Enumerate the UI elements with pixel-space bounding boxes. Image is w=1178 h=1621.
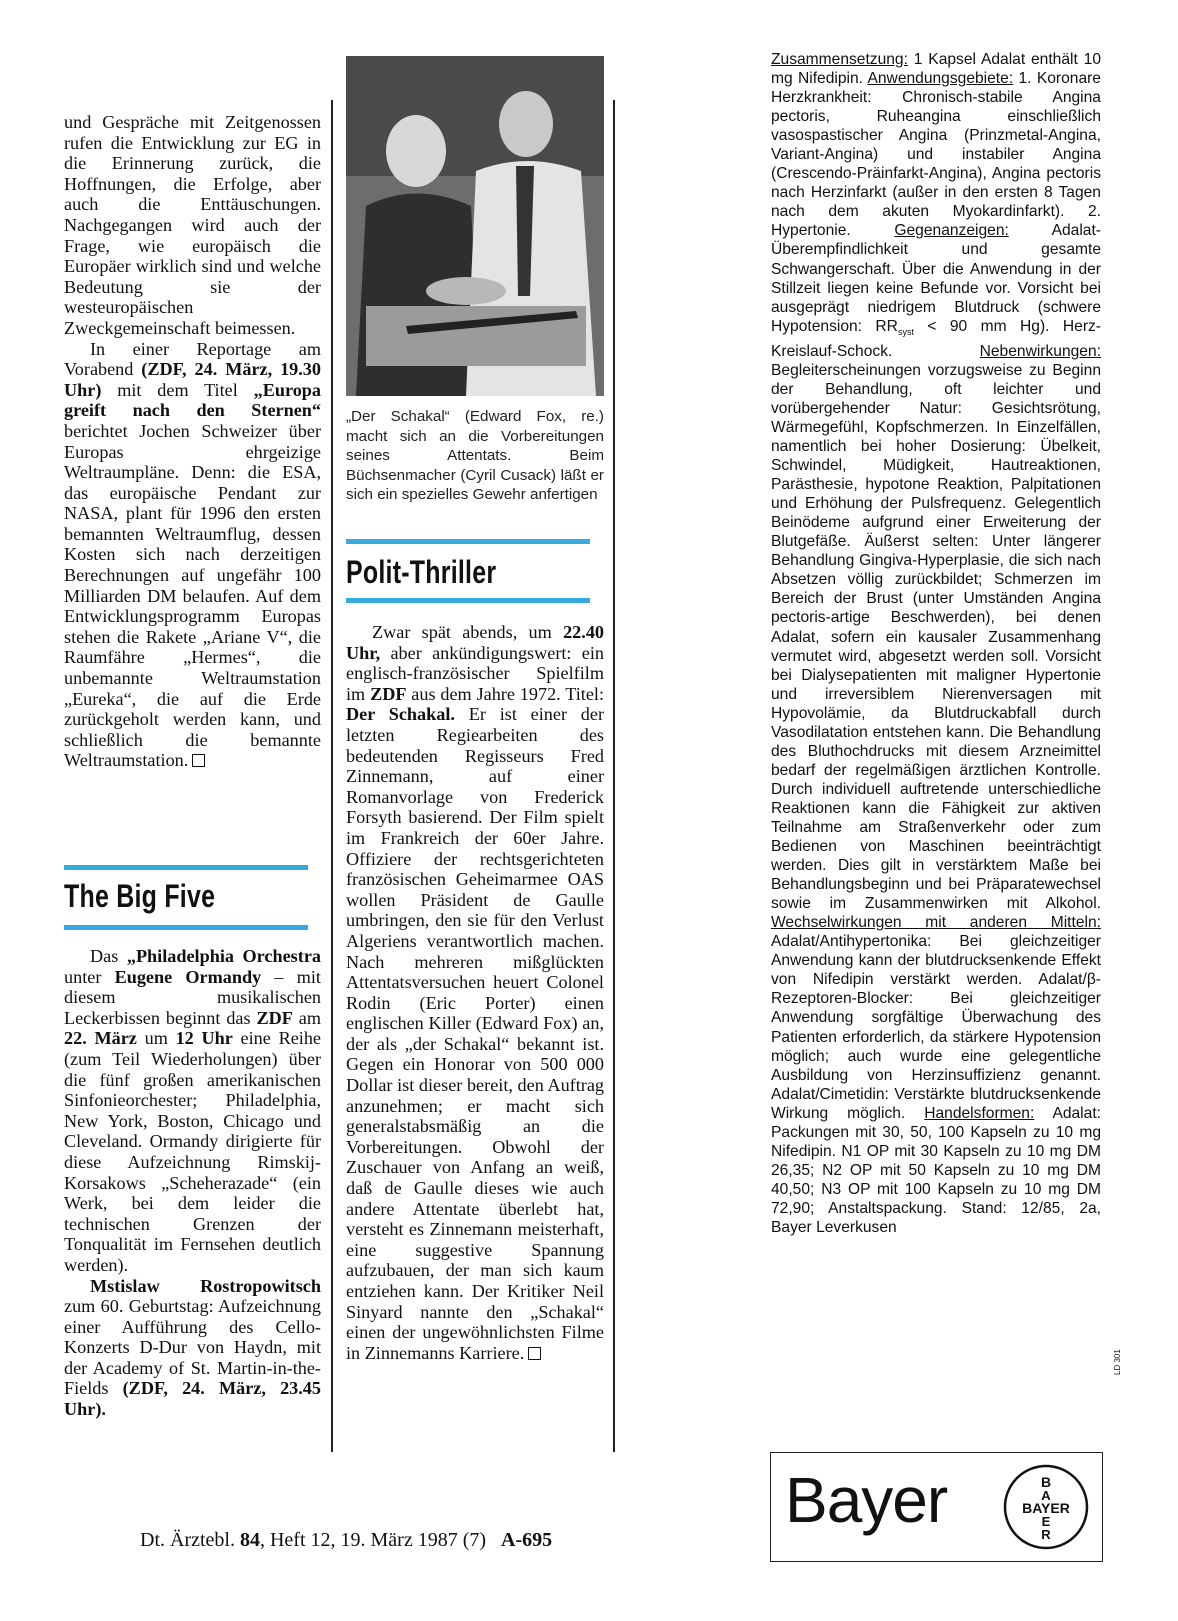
drug-information-text [771,50,1101,1237]
paragraph: Zwar spät abends, um 22.40 Uhr, aber ankündigungswert: ein englisch-französischer Spielfilm im ZDF aus dem Jahre 1972. Titel: Der Schakal. Er ist einer der letzten Regiearbeiten des bedeutenden Regisseurs Fred Zinnemann, auf einer Romanvorlage von Frederick Forsyth basierend. Der Film spielt im Frankreich der 60er Jahre. Offiziere der rechtsgerichteten französischen Geheimarmee OAS wollen Präsident de Gaulle umbringen, den sie für den Verlust Algeriens verantwortlich machen. Nach mehreren mißglückten Attentatsversuchen heuert Colonel Rodin (Eric Porter) einen englischen Killer (Edward Fox) an, der als „der Schakal“ bekannt ist. Gegen ein Honorar von 500 000 Dollar ist dieser bereit, den Auftrag anzunehmen; er macht sich generalstabsmäßig an die Vorbereitungen. Obwohl der Zuschauer von Anfang an weiß, daß de Gaulle dieses wie auch andere Attentate überlebt hat, versteht es Zinnemann meisterhaft, eine suggestive Spannung aufzubauen, der man sich kaum entziehen kann. Der Kritiker Neil Sinyard nannte den „Schakal“ einen der ungewöhnlichsten Filme in Zinnemanns Karriere. [346,622,605,1363]
paragraph: In einer Reportage am Vorabend (ZDF, 24. März, 19.30 Uhr) mit dem Titel „Europa greift nach den Sternen“ berichtet Jochen Schweizer über Europas ehrgeizige Weltraumpläne. Denn: die ESA, das europäische Pendant zur NASA, plant für 1996 den ersten bemannten Weltraumflug, dessen Kosten sich nach derzeitigen Berechnungen auf ungefähr 100 Milliarden DM belaufen. Auf dem Entwicklungsprogramm Europas stehen die Rakete „Ariane V“, die Raumfähre „Hermes“, die unbemannte Weltraumstation „Eureka“, die auf die Erde zurückgeholt werden kann, und schließlich die bemannte Weltraumstation. [64,338,321,771]
column-left-lower [64,946,321,1420]
bayer-wordmark: Bayer [785,1464,948,1536]
column-middle [346,622,604,1363]
page-footer: Dt. Ärztebl. 84, Heft 12, 19. März 1987 (7) A-695 [140,1529,553,1551]
column-divider [331,100,333,1452]
column-divider [613,100,615,1452]
bayer-cross-letter: A [1041,1488,1051,1503]
section-heading-big-five: The Big Five [64,878,216,914]
paragraph: Zusammensetzung: 1 Kapsel Adalat enthält 10 mg Nifedipin. Anwendungsgebiete: 1. Koronare Herzkrankheit: Chronisch-stabile Angina pectoris, Ruheangina einschließlich vasospastischer Angina (Prinzmetal-Angina, Variant-Angina) und instabiler Angina (Crescendo-Präinfarkt-Angina), Angina pectoris nach Herzinfarkt (außer in den ersten 8 Tagen nach dem akuten Myokardinfarkt). 2. Hypertonie. Gegenanzeigen: Adalat-Überempfindlichkeit und gesamte Schwangerschaft. Über die Anwendung in der Stillzeit liegen keine Befunde vor. Vorsicht bei ausgeprägt niedrigem Blutdruck (schwere Hypotension: $RR_{syst} < 90$ mm Hg). Herz-Kreislauf-Schock. Nebenwirkungen: Begleiterscheinungen vorzugsweise zu Beginn der Behandlung, oft leichter und vorübergehender Natur: Gesichtsrötung, Wärmegefühl, Kopfschmerzen. In Einzelfällen, namentlich bei hoher Dosierung: Übelkeit, Schwindel, Müdigkeit, Hautreaktionen, Parästhesie, hypotone Reaktion, Palpitationen und Erhöhung der Pulsfrequenz. Gelegentlich Beinödeme aufgrund einer Erweiterung der Blutgefäße. Äußerst selten: Unter längerer Behandlung Gingiva-Hyperplasie, die sich nach Absetzen völlig zurückbildet; Schmerzen im Bereich der Brust (unter Umständen Angina pectoris-artige Beschwerden), bei denen Adalat, sofern ein kausaler Zusammenhang vermutet wird, abgesetzt werden soll. Vorsicht bei Dialysepatienten mit maligner Hypertonie und irreversiblem Nierenversagen mit Hypovolämie, da Blutdruckabfall durch Vasodilatation entstehen kann. Die Behandlung des Bluthochdrucks mit diesem Arzneimittel bedarf der regelmäßigen ärztlichen Kontrolle. Durch individuell auftretende unterschiedliche Reaktionen kann die Fähigkeit zur aktiven Teilnahme am Straßenverkehr oder zum Bedienen von Maschinen beeinträchtigt werden. Dies gilt in verstärktem Maße bei Behandlungsbeginn und bei Präparatewechsel sowie im Zusammenwirken mit Alkohol. Wechselwirkungen mit anderen Mitteln: Adalat/Antihypertonika: Bei gleichzeitiger Anwendung kann der blutdrucksenkende Effekt von Nifedipin verstärkt werden. Adalat/β-Rezeptoren-Blocker: Bei gleichzeitiger Anwendung sorgfältige Überwachung des Patienten erforderlich, da stärkere Hypotension möglich; auch wurde eine gelegentliche Ausbildung von Herzinsuffizienz genannt. Adalat/Cimetidin: Verstärkte blutdrucksenkende Wirkung möglich. Handelsformen: Adalat: Packungen mit 30, 50, 100 Kapseln zu 10 mg Nifedipin. N1 OP mit 30 Kapseln zu 10 mg DM 26,35; N2 OP mit 50 Kapseln zu 10 mg DM 40,50; N3 OP mit 100 Kapseln zu 10 mg DM 72,90; Anstaltspackung. Stand: 12/85, 2a, Bayer Leverkusen [771,51,1102,1236]
end-mark-icon [192,754,205,767]
section-rule [346,539,590,544]
bayer-cross-letter: E [1041,1514,1051,1529]
section-rule [346,598,590,603]
end-mark-icon [528,1347,541,1360]
column-left [64,112,321,771]
paragraph: Mstislaw Rostropowitsch zum 60. Geburtstag: Aufzeichnung einer Aufführung des Cello-Konzerts D-Dur von Haydn, mit der Academy of St. Martin-in-the-Fields (ZDF, 24. März, 23.45 Uhr). [64,1275,321,1420]
film-still-photo [346,56,604,396]
paragraph: Das „Philadelphia Orchestra unter Eugene Ormandy – mit diesem musikalischen Leckerbissen beginnt das ZDF am 22. März um 12 Uhr eine Reihe (zum Teil Wiederholungen) über die fünf großen amerikanischen Sinfonieorchester; Philadelphia, New York, Boston, Chicago und Cleveland. Ormandy dirigierte für diese Aufzeichnung Rimskij-Korsakows „Scheherazade“ (ein Werk, bei dem leider die technischen Grenzen der Tonqualität im Fernsehen deutlich werden). [64,946,322,1275]
section-heading-polit-thriller: Polit-Thriller [346,554,497,590]
bayer-cross-letter: B [1040,1474,1052,1490]
section-rule [64,925,308,930]
bayer-cross-center: BAYER [1022,1500,1070,1516]
section-rule [64,865,308,870]
bayer-logo-box [770,1452,1103,1562]
photo-illustration [346,56,604,396]
bayer-cross-letter: R [1041,1527,1051,1542]
ld-code: LD 301 [1113,1349,1122,1375]
photo-caption: „Der Schakal“ (Edward Fox, re.) macht sich an die Vorbereitungen seines Attentats. Beim Büchsenmacher (Cyril Cusack) läßt er sich ein spezielles Gewehr anfertigen [346,408,604,503]
bayer-cross-icon [1001,1462,1091,1552]
paragraph: und Gespräche mit Zeitgenossen rufen die Entwicklung zur EG in die Erinnerung zurück, die Hoffnungen, die Erfolge, aber auch die Enttäuschungen. Nachgegangen wird auch der Frage, wie europäisch die Europäer wirklich sind und welche Bedeutung sie der westeuropäischen Zweckgemeinschaft beimessen. [64,112,321,338]
page-number: A-695 [501,1529,553,1551]
